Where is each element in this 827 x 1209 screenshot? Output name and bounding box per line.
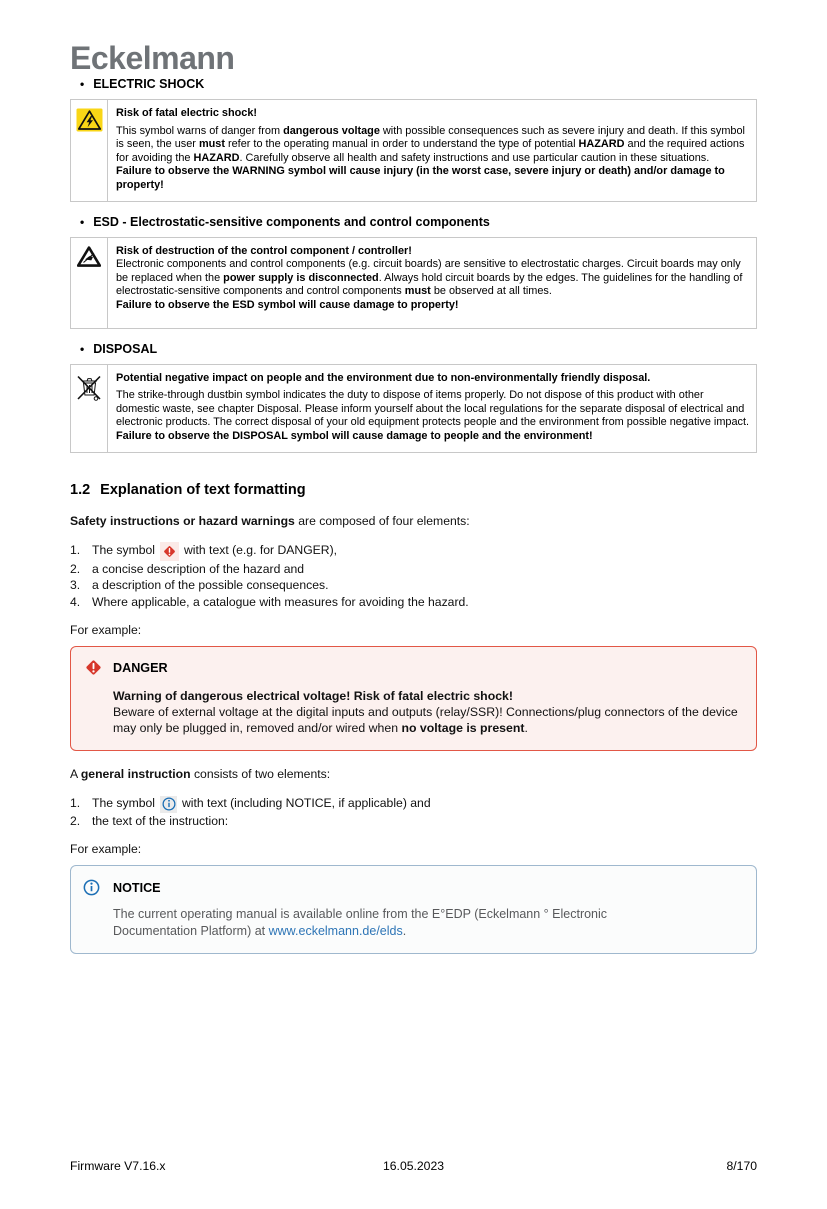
chapter-title: Explanation of text formatting [100, 481, 306, 498]
weee-crossed-dustbin-icon [76, 373, 102, 403]
company-logo: Eckelmann [70, 40, 235, 76]
list-text: a concise description of the hazard and [92, 561, 305, 576]
warning-title: Risk of destruction of the control component / controller! [116, 244, 412, 257]
link[interactable]: www.eckelmann.de/elds [268, 924, 403, 939]
page-footer [70, 1159, 757, 1173]
warning-body: The strike-through dustbin symbol indicates the duty to dispose of items properly. Do not dispose of this product with other domestic waste, see chapter Disposal. Please inform yourself about the local regulations for the separate disposal of electrical and electronic products. The correct disposal of your old equipment protects people and the environment from possible negative impact. Failure to observe the DISPOSAL symbol will cause damage to people and the environment! [116, 389, 750, 442]
warning-text-cell [108, 238, 756, 328]
danger-body: Beware of external voltage at the digital inputs and outputs (relay/SSR)! Connections/plug connectors of the device may only be plugged in, removed and/or wired when no voltage is present. [113, 705, 738, 736]
danger-icon-cell [85, 659, 113, 676]
footer-date: 16.05.2023 [383, 1159, 444, 1173]
bullet-marker: • [80, 341, 85, 356]
notice-label: NOTICE [113, 880, 161, 895]
bullet-marker: • [80, 77, 85, 91]
list-text: Where applicable, a catalogue with measures for avoiding the hazard. [92, 594, 469, 609]
for-example-label: For example: [70, 842, 142, 857]
list-number: 1. [70, 542, 81, 557]
danger-diamond-exclamation-icon [85, 659, 102, 676]
general-instruction-paragraph: A general instruction consists of two elements: [70, 767, 331, 782]
intro-paragraph: Safety instructions or hazard warnings are composed of four elements: [70, 513, 470, 528]
warning-body: Electronic components and control components (e.g. circuit boards) are sensitive to electrostatic charges. Circuit boards may only be replaced when the power supply is disconnected. Always hold circuit boards by the edges. The guidelines for the handling of electrostatic-sensitive components and control components must be observed at all times. Failure to observe the ESD symbol will cause damage to property! [116, 258, 743, 311]
footer-firmware-version: Firmware V7.16.x [70, 1159, 166, 1173]
section-heading-label: ELECTRIC SHOCK [93, 77, 205, 91]
electric-shock-warning-icon [76, 108, 103, 132]
danger-label: DANGER [113, 660, 168, 675]
warning-title: Potential negative impact on people and the environment due to non-environmentally friendly disposal. [116, 371, 651, 384]
list-number: 2. [70, 813, 81, 828]
list-number: 4. [70, 594, 81, 609]
section-heading-label: ESD - Electrostatic-sensitive components and control components [93, 214, 490, 229]
chapter-heading [70, 482, 757, 498]
warning-body: This symbol warns of danger from dangerous voltage with possible consequences such as severe injury and death. If this symbol is seen, the user must refer to the operating manual in order to understand the type of potential HAZARD and the required actions for avoiding the HAZARD. Carefully observe all health and safety instructions and use particular caution in these situations. Failure to observe the WARNING symbol will cause injury (in the worst case, severe injury or death) and/or damage to property! [116, 124, 745, 191]
danger-diamond-exclamation-icon [160, 542, 179, 561]
list-text-pre: The symbol [92, 796, 155, 811]
list-text: the text of the instruction: [92, 813, 229, 828]
danger-title: Warning of dangerous electrical voltage! Risk of fatal electric shock! [113, 689, 513, 704]
notice-example-box [70, 865, 757, 954]
list-item [70, 594, 757, 611]
section-heading-disposal [80, 342, 757, 356]
hazard-elements-list [70, 542, 757, 611]
list-text-post: with text (e.g. for DANGER), [184, 542, 338, 557]
info-circle-icon [83, 879, 100, 896]
chapter-number: 1.2 [70, 481, 91, 498]
notice-icon-cell [83, 879, 113, 896]
warning-text-cell [108, 100, 756, 201]
instruction-elements-list [70, 795, 757, 829]
list-item [70, 813, 757, 830]
list-text-pre: The symbol [92, 542, 155, 557]
list-item [70, 577, 757, 594]
document-page [0, 40, 827, 1209]
warning-title: Risk of fatal electric shock! [116, 107, 258, 119]
warning-icon-cell [71, 100, 108, 201]
warning-box-esd [70, 237, 757, 329]
for-example-label: For example: [70, 623, 142, 638]
danger-example-box [70, 646, 757, 751]
warning-text-cell [108, 365, 756, 452]
bullet-marker: • [80, 214, 85, 229]
list-number: 2. [70, 561, 81, 576]
footer-page-number: 8/170 [726, 1159, 757, 1173]
warning-icon-cell [71, 365, 108, 452]
section-heading-electric-shock [80, 77, 757, 91]
warning-icon-cell [71, 238, 108, 328]
notice-body: The current operating manual is available online from the E°EDP (Eckelmann ° Electronic Documentation Platform) at www.eckelmann.de/elds. [113, 907, 608, 939]
list-text: a description of the possible consequences. [92, 578, 329, 593]
section-heading-esd [80, 215, 757, 229]
list-number: 1. [70, 796, 81, 811]
esd-warning-triangle-icon [77, 246, 101, 267]
warning-box-electric-shock [70, 99, 757, 202]
list-text-post: with text (including NOTICE, if applicable) and [182, 796, 431, 811]
list-item [70, 542, 757, 561]
info-circle-icon [160, 796, 177, 813]
warning-box-disposal [70, 364, 757, 453]
list-item [70, 795, 757, 813]
section-heading-label: DISPOSAL [93, 341, 158, 356]
list-number: 3. [70, 578, 81, 593]
list-text [92, 542, 757, 561]
list-text [92, 795, 757, 813]
list-item [70, 561, 757, 578]
